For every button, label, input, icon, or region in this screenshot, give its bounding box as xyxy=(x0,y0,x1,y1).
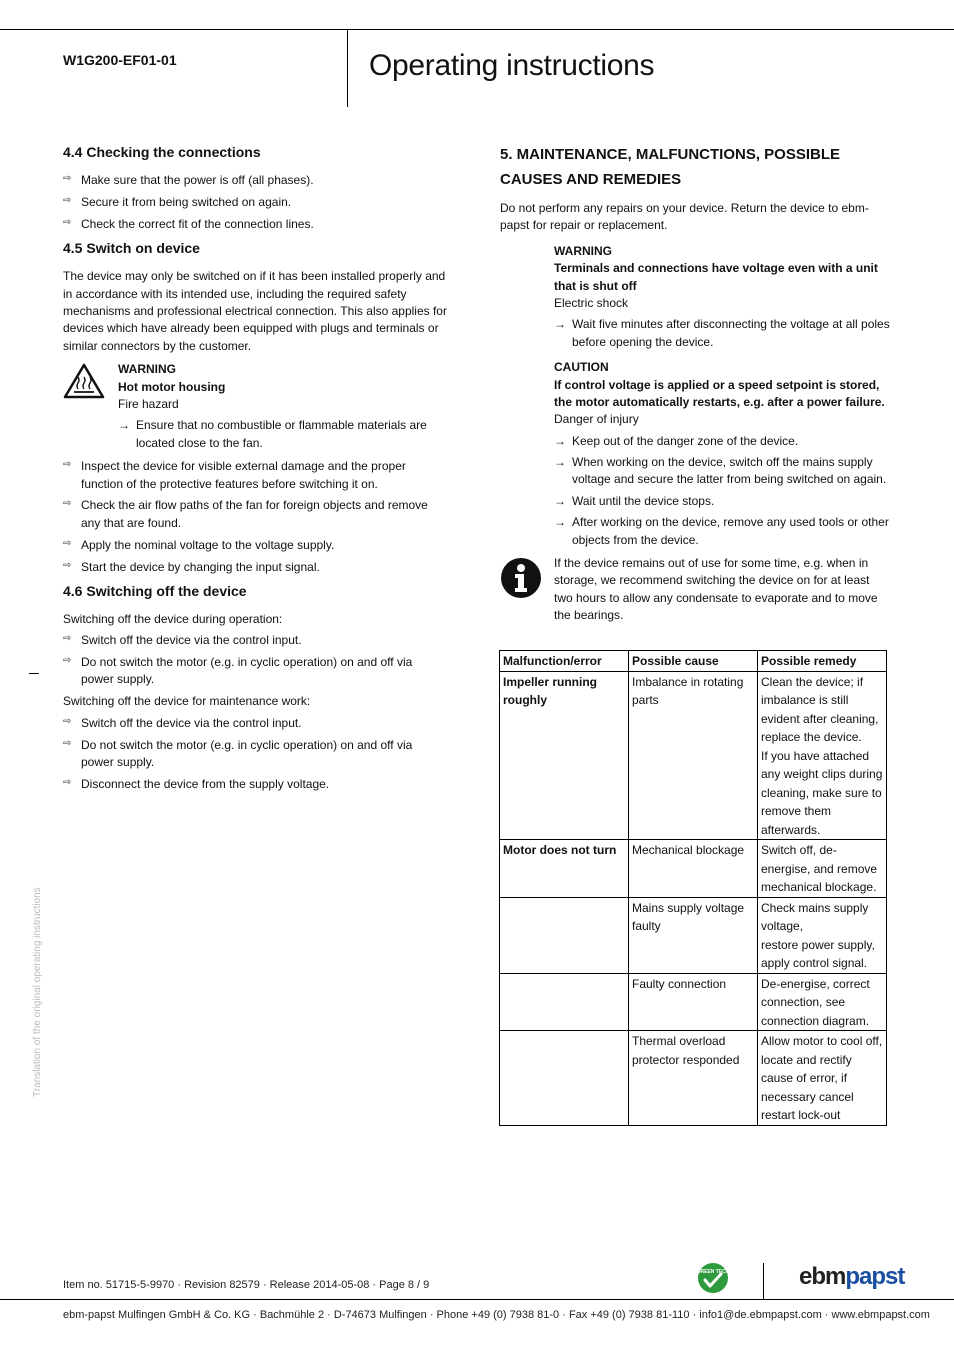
table-row xyxy=(500,973,887,1031)
section-5-heading: 5. MAINTENANCE, MALFUNCTIONS, POSSIBLE CAUSES AND REMEDIES xyxy=(500,146,841,188)
translation-note: Translation of the original operating instructions xyxy=(32,887,43,1097)
caution-label: CAUTION xyxy=(554,360,609,375)
right-arrow-icon: → xyxy=(554,317,566,332)
remedy-cell: Clean the device; if imbalance is still evident after cleaning, replace the device. If you have attached any weight clips during cleaning, make sure to remove them afterwards. xyxy=(758,671,887,840)
list-item: ⇨ Disconnect the device from the supply voltage. xyxy=(63,776,330,791)
malfunction-cell xyxy=(500,973,629,1031)
right-column xyxy=(500,142,890,625)
section-4-5-heading: 4.5 Switch on device xyxy=(63,239,200,256)
remedy-cell: Switch off, de-energise, and remove mechanical blockage. xyxy=(758,840,887,898)
caution-action: → After working on the device, remove any used tools or other objects from the device. xyxy=(554,515,889,547)
arrow-bullet-icon: ⇨ xyxy=(63,655,72,667)
table-row xyxy=(500,897,887,973)
list-item: ⇨ Make sure that the power is off (all phases). xyxy=(63,173,314,188)
arrow-bullet-icon: ⇨ xyxy=(63,559,72,571)
column-header: Possible cause xyxy=(629,651,758,672)
list-item: ⇨ Switch off the device via the control input. xyxy=(63,633,302,648)
footer-divider xyxy=(763,1263,764,1299)
arrow-bullet-icon: ⇨ xyxy=(63,633,72,645)
table-row xyxy=(500,671,887,840)
list-item: ⇨ Check the air flow paths of the fan for foreign objects and remove any that are found. xyxy=(63,498,428,530)
arrow-bullet-icon: ⇨ xyxy=(63,498,72,510)
malfunction-table xyxy=(499,650,887,1126)
arrow-bullet-icon: ⇨ xyxy=(63,195,72,207)
malfunction-cell xyxy=(500,1031,629,1126)
section-4-6-list-operation xyxy=(63,632,448,689)
caution-subject: If control voltage is applied or a speed setpoint is stored, the motor automatically restarts, e.g. after a power failure. xyxy=(554,377,885,409)
list-item: ⇨ Switch off the device via the control input. xyxy=(63,715,302,730)
section-4-6-list-maintenance xyxy=(63,715,448,794)
page-title: Operating instructions xyxy=(369,49,655,82)
malfunction-cell xyxy=(500,897,629,973)
header-divider xyxy=(347,29,348,107)
right-arrow-icon: → xyxy=(554,433,566,448)
right-arrow-icon: → xyxy=(554,493,566,508)
cause-cell: Thermal overload protector responded xyxy=(629,1031,758,1126)
warning-action: → Ensure that no combustible or flammable materials are located close to the fan. xyxy=(118,418,427,450)
warning-hazard: Electric shock xyxy=(554,295,629,310)
green-tech-logo xyxy=(697,1262,729,1294)
left-column xyxy=(63,142,448,798)
caution-action: → When working on the device, switch off the mains supply voltage and secure the latter from being switched on again. xyxy=(554,455,887,487)
info-icon xyxy=(500,557,542,599)
green-tech-logo-text: GREEN TECH xyxy=(697,1269,729,1275)
list-item: ⇨ Do not switch the motor (e.g. in cyclic operation) on and off via power supply. xyxy=(63,737,413,770)
arrow-bullet-icon: ⇨ xyxy=(63,217,72,229)
header-rule xyxy=(0,29,954,30)
restart-caution xyxy=(554,359,890,549)
section-4-4-list xyxy=(63,172,448,233)
right-arrow-icon: → xyxy=(554,515,566,530)
table-row xyxy=(500,840,887,898)
arrow-bullet-icon: ⇨ xyxy=(63,173,72,185)
table-header-row xyxy=(500,651,887,672)
company-address: ebm-papst Mulfingen GmbH & Co. KG · Bachmühle 2 · D-74673 Mulfingen · Phone +49 (0) 7938 81-0 · Fax +49 (0) 7938 81-110 · info1@de.ebmpapst.com · www.ebmpapst.com xyxy=(63,1309,930,1321)
column-header: Possible remedy xyxy=(758,651,887,672)
document-info: Item no. 51715-5-9970 · Revision 82579 · Release 2014-05-08 · Page 8 / 9 xyxy=(63,1279,430,1291)
section-4-5-paragraph: The device may only be switched on if it has been installed properly and in accordance with its intended use, including the required safety mechanisms and professional electrical connection. This also applies for devices which have already been equipped with plugs and terminals or similar connectors by the customer. xyxy=(63,269,447,353)
caution-hazard: Danger of injury xyxy=(554,412,639,427)
hot-surface-warning xyxy=(63,361,448,452)
table-row xyxy=(500,1031,887,1126)
warning-label: WARNING xyxy=(118,362,176,377)
remedy-cell: Check mains supply voltage, restore power supply, apply control signal. xyxy=(758,897,887,973)
warning-subject: Hot motor housing xyxy=(118,379,226,394)
cause-cell: Imbalance in rotating parts xyxy=(629,671,758,840)
warning-subject: Terminals and connections have voltage even with a unit that is shut off xyxy=(554,261,878,293)
right-arrow-icon: → xyxy=(118,418,130,433)
cause-cell: Faulty connection xyxy=(629,973,758,1031)
malfunction-cell: Motor does not turn xyxy=(500,840,629,898)
electric-shock-warning xyxy=(500,243,890,549)
section-4-6-intro-maintenance: Switching off the device for maintenance work: xyxy=(63,694,311,709)
column-header: Malfunction/error xyxy=(500,651,629,672)
section-4-6-intro-operation: Switching off the device during operation: xyxy=(63,611,283,626)
list-item: ⇨ Inspect the device for visible external damage and the proper function of the protective features before switching it on. xyxy=(63,459,406,491)
warning-action: → Wait five minutes after disconnecting the voltage at all poles before opening the device. xyxy=(554,317,890,349)
section-4-5-list xyxy=(63,458,448,576)
warning-label: WARNING xyxy=(554,243,612,258)
hot-surface-warning-icon xyxy=(63,363,105,399)
model-number: W1G200-EF01-01 xyxy=(63,52,177,68)
caution-action: → Wait until the device stops. xyxy=(554,493,890,510)
right-arrow-icon: → xyxy=(554,455,566,470)
footer-rule xyxy=(0,1299,954,1300)
cause-cell: Mains supply voltage faulty xyxy=(629,897,758,973)
info-text: If the device remains out of use for some time, e.g. when in storage, we recommend switching the device on for at least two hours to allow any condensate to evaporate and to move the bearings. xyxy=(554,556,878,623)
section-5-intro: Do not perform any repairs on your device. Return the device to ebm-papst for repair or replacement. xyxy=(500,201,869,233)
section-4-6-heading: 4.6 Switching off the device xyxy=(63,582,247,599)
arrow-bullet-icon: ⇨ xyxy=(63,459,72,471)
fold-mark xyxy=(29,673,39,674)
section-4-4-heading: 4.4 Checking the connections xyxy=(63,144,261,160)
arrow-bullet-icon: ⇨ xyxy=(63,537,72,549)
list-item: ⇨ Start the device by changing the input signal. xyxy=(63,559,320,574)
list-item: ⇨ Do not switch the motor (e.g. in cyclic operation) on and off via power supply. xyxy=(63,655,413,687)
arrow-bullet-icon: ⇨ xyxy=(63,715,72,727)
cause-cell: Mechanical blockage xyxy=(629,840,758,898)
list-item: ⇨ Check the correct fit of the connection lines. xyxy=(63,217,314,232)
caution-action: → Keep out of the danger zone of the device. xyxy=(554,433,890,450)
ebmpapst-logo: ebmpapst xyxy=(799,1263,905,1290)
list-item: ⇨ Secure it from being switched on again. xyxy=(63,195,292,210)
arrow-bullet-icon: ⇨ xyxy=(63,776,72,788)
malfunction-cell: Impeller running roughly xyxy=(500,671,629,840)
remedy-cell: De-energise, correct connection, see connection diagram. xyxy=(758,973,887,1031)
remedy-cell: Allow motor to cool off, locate and rectify cause of error, if necessary cancel restart lock-out xyxy=(758,1031,887,1126)
arrow-bullet-icon: ⇨ xyxy=(63,737,72,749)
storage-info-note xyxy=(500,555,890,625)
list-item: ⇨ Apply the nominal voltage to the voltage supply. xyxy=(63,537,335,552)
warning-hazard: Fire hazard xyxy=(118,397,179,411)
